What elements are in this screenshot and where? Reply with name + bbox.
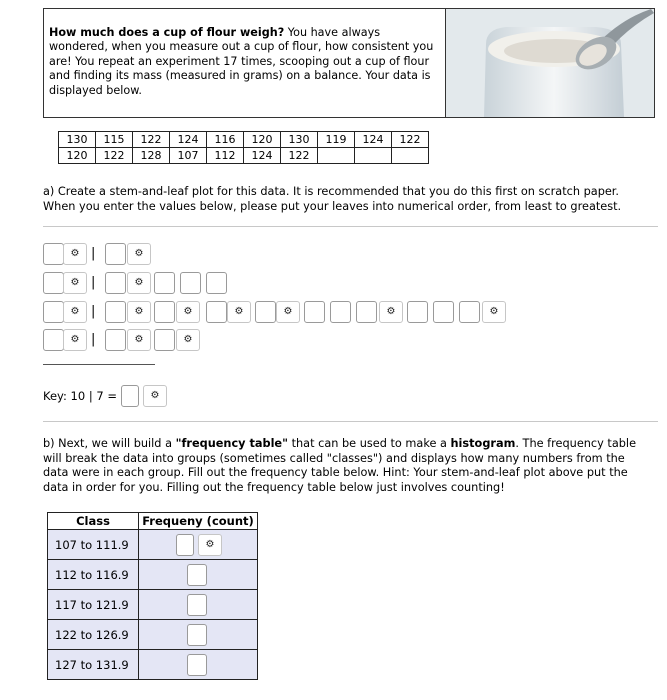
gear-icon[interactable]: ⚙: [127, 329, 151, 351]
part-b-term-frequency-table: "frequency table": [175, 437, 288, 450]
gear-icon[interactable]: ⚙: [63, 329, 87, 351]
gear-icon[interactable]: ⚙: [127, 243, 151, 265]
table-cell: [318, 148, 355, 164]
gear-icon[interactable]: ⚙: [227, 301, 251, 323]
count-cell: [139, 620, 258, 650]
gear-icon[interactable]: ⚙: [176, 329, 200, 351]
frequency-input[interactable]: [187, 654, 207, 676]
count-cell: [139, 560, 258, 590]
table-row: [48, 620, 258, 650]
count-cell: [139, 590, 258, 620]
flour-scoop-image: [446, 9, 654, 117]
key-label: Key: 10 | 7 =: [43, 389, 117, 403]
gear-icon[interactable]: ⚙: [198, 534, 222, 556]
intro-text: [44, 9, 446, 117]
stem-leaf-input[interactable]: [43, 329, 64, 351]
table-row: [48, 590, 258, 620]
table-cell: 116: [207, 132, 244, 148]
stem-leaf-input[interactable]: [206, 301, 227, 323]
frequency-table: [47, 512, 258, 680]
table-cell: 115: [96, 132, 133, 148]
frequency-input[interactable]: [187, 624, 207, 646]
class-cell: 112 to 116.9: [48, 560, 139, 590]
stem-leaf-input[interactable]: [407, 301, 428, 323]
frequency-input[interactable]: [176, 534, 194, 556]
stem-leaf-input[interactable]: [255, 301, 276, 323]
stem-leaf-input[interactable]: [43, 272, 64, 294]
stem-leaf-underline: [43, 364, 155, 365]
table-header-row: [48, 513, 258, 530]
stem-leaf-input[interactable]: [105, 301, 126, 323]
part-b-pre: b) Next, we will build a: [43, 437, 176, 450]
gear-icon[interactable]: ⚙: [63, 301, 87, 323]
table-cell: 122: [392, 132, 429, 148]
stem-leaf-input[interactable]: [105, 272, 126, 294]
table-row: [59, 132, 429, 148]
gear-icon[interactable]: ⚙: [276, 301, 300, 323]
divider: [43, 226, 658, 227]
stem-leaf-input[interactable]: [43, 301, 64, 323]
table-cell: 124: [170, 132, 207, 148]
stem-separator: |: [91, 246, 96, 261]
table-cell: 120: [244, 132, 281, 148]
table-cell: 122: [281, 148, 318, 164]
column-header-frequency: Frequeny (count): [139, 513, 258, 530]
stem-leaf-input[interactable]: [433, 301, 454, 323]
data-table: [58, 131, 429, 164]
gear-icon[interactable]: ⚙: [63, 272, 87, 294]
part-b-term-histogram: histogram: [450, 437, 516, 450]
table-row: [48, 530, 258, 560]
key-value-input[interactable]: [121, 385, 139, 407]
class-cell: 122 to 126.9: [48, 620, 139, 650]
stem-leaf-input[interactable]: [154, 272, 175, 294]
frequency-input[interactable]: [187, 564, 207, 586]
table-cell: 124: [355, 132, 392, 148]
stem-leaf-input[interactable]: [304, 301, 325, 323]
table-row: [48, 560, 258, 590]
table-cell: 130: [59, 132, 96, 148]
class-cell: 107 to 111.9: [48, 530, 139, 560]
intro-box: [43, 8, 655, 118]
table-row: [48, 650, 258, 680]
gear-icon[interactable]: ⚙: [482, 301, 506, 323]
table-cell: 128: [133, 148, 170, 164]
table-cell: 120: [59, 148, 96, 164]
stem-leaf-input[interactable]: [330, 301, 351, 323]
frequency-input[interactable]: [187, 594, 207, 616]
table-cell: 122: [96, 148, 133, 164]
table-cell: 122: [133, 132, 170, 148]
count-cell: [139, 530, 258, 560]
stem-leaf-input[interactable]: [154, 329, 175, 351]
stem-leaf-input[interactable]: [180, 272, 201, 294]
table-cell: [392, 148, 429, 164]
gear-icon[interactable]: ⚙: [176, 301, 200, 323]
gear-icon[interactable]: ⚙: [143, 385, 167, 407]
part-b-instructions: [43, 437, 648, 495]
divider: [43, 421, 658, 422]
table-cell: 124: [244, 148, 281, 164]
table-cell: [355, 148, 392, 164]
class-cell: 117 to 121.9: [48, 590, 139, 620]
table-cell: 107: [170, 148, 207, 164]
stem-leaf-input[interactable]: [43, 243, 64, 265]
stem-leaf-input[interactable]: [105, 243, 126, 265]
stem-leaf-input[interactable]: [154, 301, 175, 323]
stem-separator: |: [91, 332, 96, 347]
gear-icon[interactable]: ⚙: [63, 243, 87, 265]
part-b-mid: that can be used to make a: [287, 437, 451, 450]
intro-title: How much does a cup of flour weigh?: [49, 26, 285, 39]
count-cell: [139, 650, 258, 680]
stem-leaf-input[interactable]: [459, 301, 480, 323]
stem-separator: |: [91, 304, 96, 319]
column-header-class: Class: [48, 513, 139, 530]
stem-separator: |: [91, 275, 96, 290]
gear-icon[interactable]: ⚙: [379, 301, 403, 323]
table-cell: 119: [318, 132, 355, 148]
table-cell: 112: [207, 148, 244, 164]
stem-leaf-input[interactable]: [356, 301, 377, 323]
gear-icon[interactable]: ⚙: [127, 301, 151, 323]
stem-leaf-input[interactable]: [206, 272, 227, 294]
intro-body: You have always wondered, when you measure out a cup of flour, how consistent you are! You repeat an experiment 17 times, scooping out a cup of flour and finding its mass (measured in grams) on a balance. Your data is displayed below.: [49, 26, 434, 97]
gear-icon[interactable]: ⚙: [127, 272, 151, 294]
table-row: [59, 148, 429, 164]
part-b-post: . The frequency table will break the data into groups (sometimes called "classes") and displays how many numbers from the data were in each group. Fill out the frequency table below. Hint: Your stem-and-leaf plot above put the data in order for you. Filling out the frequency table below just involves counting!: [43, 437, 637, 494]
stem-leaf-input[interactable]: [105, 329, 126, 351]
table-cell: 130: [281, 132, 318, 148]
part-a-instructions: a) Create a stem-and-leaf plot for this data. It is recommended that you do this first on scratch paper. When you enter the values below, please put your leaves into numerical order, from least to greatest.: [43, 185, 622, 213]
class-cell: 127 to 131.9: [48, 650, 139, 680]
